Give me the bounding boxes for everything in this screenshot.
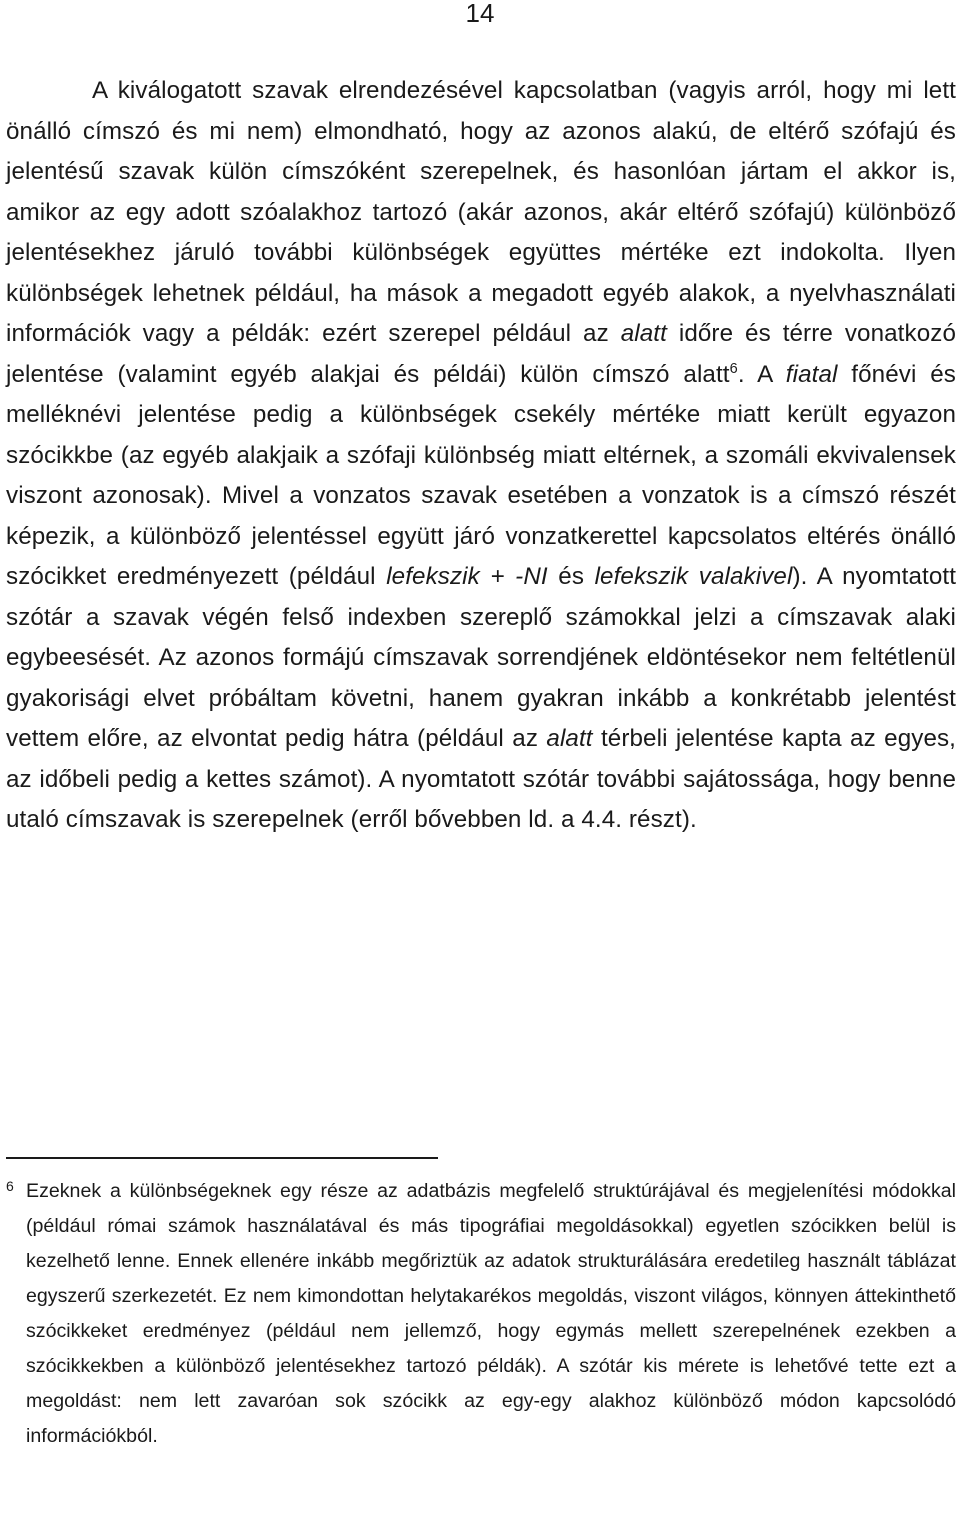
text-segment: . A <box>737 360 786 388</box>
text-segment: főnévi és melléknévi jelentése pedig a különbségek csekély mértéke miatt került egyazon szócikkbe (az egyéb alakjaik a szófaji különbség miatt eltérnek, a szomáli ekvivalensek viszont azonosak). Mivel a vonzatos szavak esetében a vonzatok is a címszó részét képezik, a különböző jelentéssel együtt járó vonzatkerettel kapcsolatos eltérés önálló szócikket eredményezett (például <box>6 360 956 590</box>
italic-term: lefekszik + -NI <box>386 563 548 590</box>
footnote <box>6 1174 956 1454</box>
italic-term: alatt <box>546 725 593 752</box>
body-paragraph <box>6 71 956 841</box>
text-segment: ). A nyomtatott szótár a szavak végén felső indexben szereplő számokkal jelzi a címszavak alaki egybeesését. Az azonos formájú címszavak sorrendjének eldöntésekor nem feltétlenül gyakorisági elvet próbáltam követni, hanem gyakran inkább a konkrétabb jelentést vettem előre, az elvontat pedig hátra (például az <box>6 563 957 752</box>
italic-term: fiatal <box>785 360 838 388</box>
italic-term: lefekszik valakivel <box>594 563 793 590</box>
text-segment: időre és térre vonatkozó jelentése (valamint egyéb alakjai és példái) külön címszó alatt <box>6 320 956 388</box>
footnote-divider <box>6 1157 438 1159</box>
italic-term: alatt <box>620 320 667 347</box>
text-segment: A kiválogatott szavak elrendezésével kapcsolatban (vagyis arról, hogy mi lett önálló címszó és mi nem) elmondható, hogy az azonos alakú, de eltérő szófajú és jelentésű szavak külön címszóként szerepelnek, és hasonlóan jártam el akkor is, amikor az egy adott szóalakhoz tartozó (akár azonos, akár eltérő szófajú) különböző jelentésekhez járuló további különbségek együttes mértéke ezt indokolta. Ilyen különbségek lehetnek például, ha mások a megadott egyéb alakok, a nyelvhasználati információk vagy a példák: ezért szerepel például az <box>6 77 956 347</box>
text-segment: és <box>547 563 595 590</box>
footnote-text: Ezeknek a különbségeknek egy része az adatbázis megfelelő struktúrájával és megjelenítési módokkal (például római számok használatával és más tipográfiai megoldásokkal) egyetlen szócikken belül is kezelhető lenne. Ennek ellenére inkább megőriztük az adatok strukturálására eredetileg használt táblázat egyszerű szerkezetét. Ez nem kimondottan helytakarékos megoldás, viszont világos, könnyen áttekinthető szócikkeket eredményez (például nem jellemző, hogy egymás mellett szerepelnének ezekben a szócikkekben a különböző jelentésekhez tartozó példák). A szótár kis mérete is lehetővé tette ezt a megoldást: nem lett zavaróan sok szócikk az egy-egy alakhoz különböző módon kapcsolódó információkból. <box>26 1180 956 1447</box>
page-number: 14 <box>465 0 495 28</box>
footnote-reference[interactable]: 6 <box>729 360 738 377</box>
footnote-mark: 6 <box>6 1178 14 1194</box>
text-segment: térbeli jelentése kapta az egyes, az időbeli pedig a kettes számot). A nyomtatott szótár további sajátossága, hogy benne utaló címszavak is szerepelnek (erről bővebben ld. a 4.4. részt). <box>6 725 957 833</box>
